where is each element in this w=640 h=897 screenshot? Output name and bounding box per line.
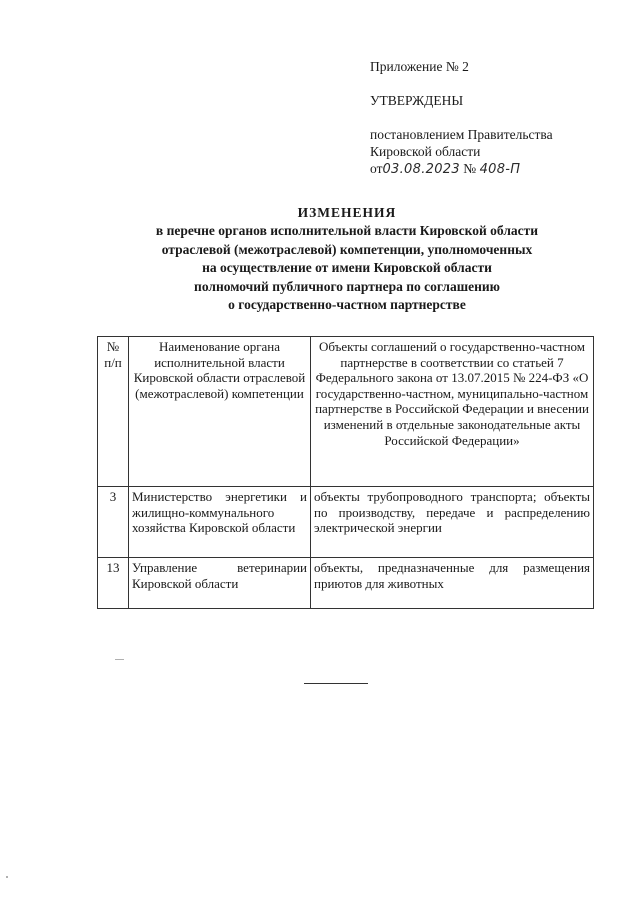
resolution-line-2: Кировской области [370, 144, 481, 159]
approved-label: УТВЕРЖДЕНЫ [370, 93, 464, 108]
title-line: полномочий публичного партнера по соглашению [194, 278, 500, 294]
header-organ: Наименование органа исполнительной власти Кировской области отраслевой (межотраслевой) компетенции [129, 337, 311, 487]
header-number: № п/п [98, 337, 129, 487]
handwritten-number: 408-П [479, 162, 521, 177]
document-title [100, 204, 594, 314]
title-main: ИЗМЕНЕНИЯ [297, 205, 397, 220]
closing-rule [304, 683, 368, 684]
appendix-number: Приложение № 2 [370, 59, 469, 74]
row-number: 13 [98, 558, 129, 609]
from-prefix: от [370, 161, 383, 176]
table-row [98, 558, 594, 609]
row-organ: Управление ветеринарии Кировской области [129, 558, 311, 609]
scan-speck [6, 876, 8, 878]
table-header-row [98, 337, 594, 487]
row-number: 3 [98, 487, 129, 558]
title-line: на осуществление от имени Кировской области [202, 260, 492, 276]
row-organ: Министерство энергетики и жилищно-коммунального хозяйства Кировской области [129, 487, 311, 558]
scan-speck [115, 659, 124, 660]
row-objects: объекты трубопроводного транспорта; объекты по производству, передаче и распределению электрической энергии [311, 487, 594, 558]
resolution-line-1: постановлением Правительства [370, 127, 553, 142]
row-objects: объекты, предназначенные для размещения приютов для животных [311, 558, 594, 609]
number-sign: № [463, 161, 477, 176]
title-line: в перечне органов исполнительной власти Кировской области [155, 223, 539, 239]
title-line: о государственно-частном партнерстве [228, 297, 466, 313]
resolution-date-line [370, 160, 620, 178]
appendix-block [370, 58, 620, 178]
table-row [98, 487, 594, 558]
header-objects: Объекты соглашений о государственно-частном партнерстве в соответствии со статьей 7 Федерального закона от 13.07.2015 № 224-ФЗ «О государственно-частном, муниципально-частном партнерстве в Российской Федерации и внесении изменений в отдельные законодательные акты Российской Федерации» [311, 337, 594, 487]
title-line: отраслевой (межотраслевой) компетенции, уполномоченных [161, 241, 533, 257]
handwritten-date: 03.08.2023 [382, 162, 460, 177]
changes-table [97, 336, 594, 609]
